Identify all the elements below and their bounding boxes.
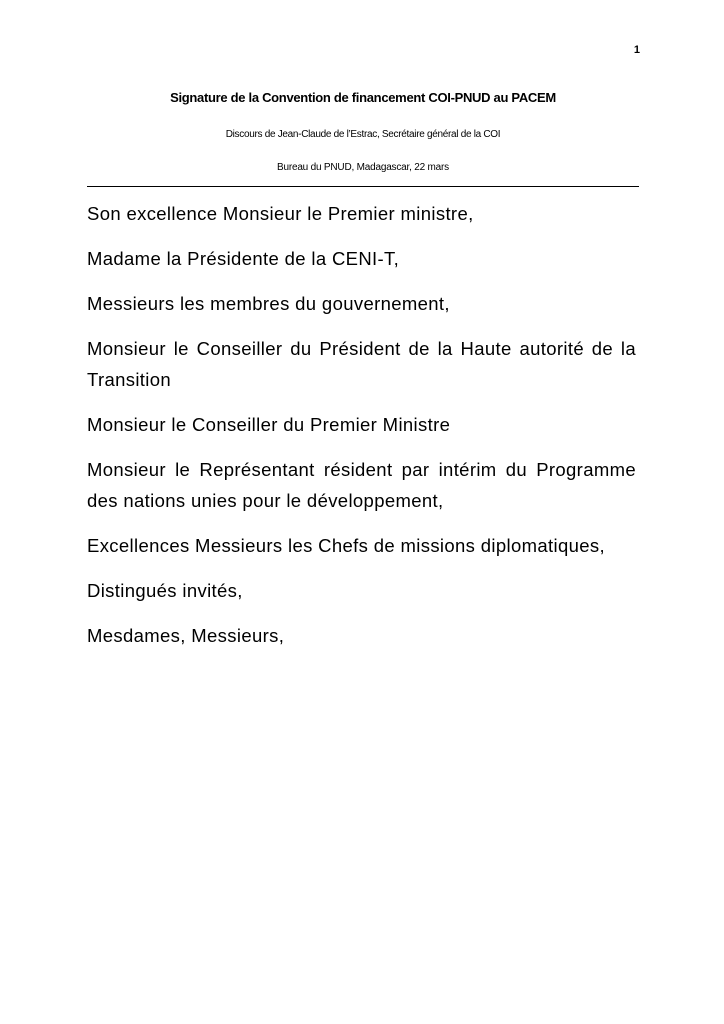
salutation-paragraph: Monsieur le Conseiller du Premier Ministre (87, 414, 451, 435)
header-divider (87, 186, 639, 187)
salutation-paragraph: Son excellence Monsieur le Premier ministre, (87, 203, 474, 224)
speech-body (87, 198, 636, 665)
salutation-paragraph: Messieurs les membres du gouvernement, (87, 293, 450, 314)
document-venue-date: Bureau du PNUD, Madagascar, 22 mars (277, 162, 449, 173)
salutation-paragraph: Monsieur le Représentant résident par intérim du Programme des nations unies pour le développement, (87, 459, 636, 511)
salutation-paragraph: Mesdames, Messieurs, (87, 625, 285, 646)
document-subtitle: Discours de Jean-Claude de l’Estrac, Secrétaire général de la COI (225, 129, 501, 140)
salutation-paragraph: Monsieur le Conseiller du Président de la Haute autorité de la Transition (87, 338, 636, 390)
salutation-paragraph: Excellences Messieurs les Chefs de missions diplomatiques, (87, 535, 605, 556)
document-title: Signature de la Convention de financement COI-PNUD au PACEM (170, 90, 556, 105)
page-number: 1 (633, 44, 640, 56)
salutation-paragraph: Distingués invités, (87, 580, 243, 601)
salutation-paragraph: Madame la Présidente de la CENI-T, (87, 248, 400, 269)
